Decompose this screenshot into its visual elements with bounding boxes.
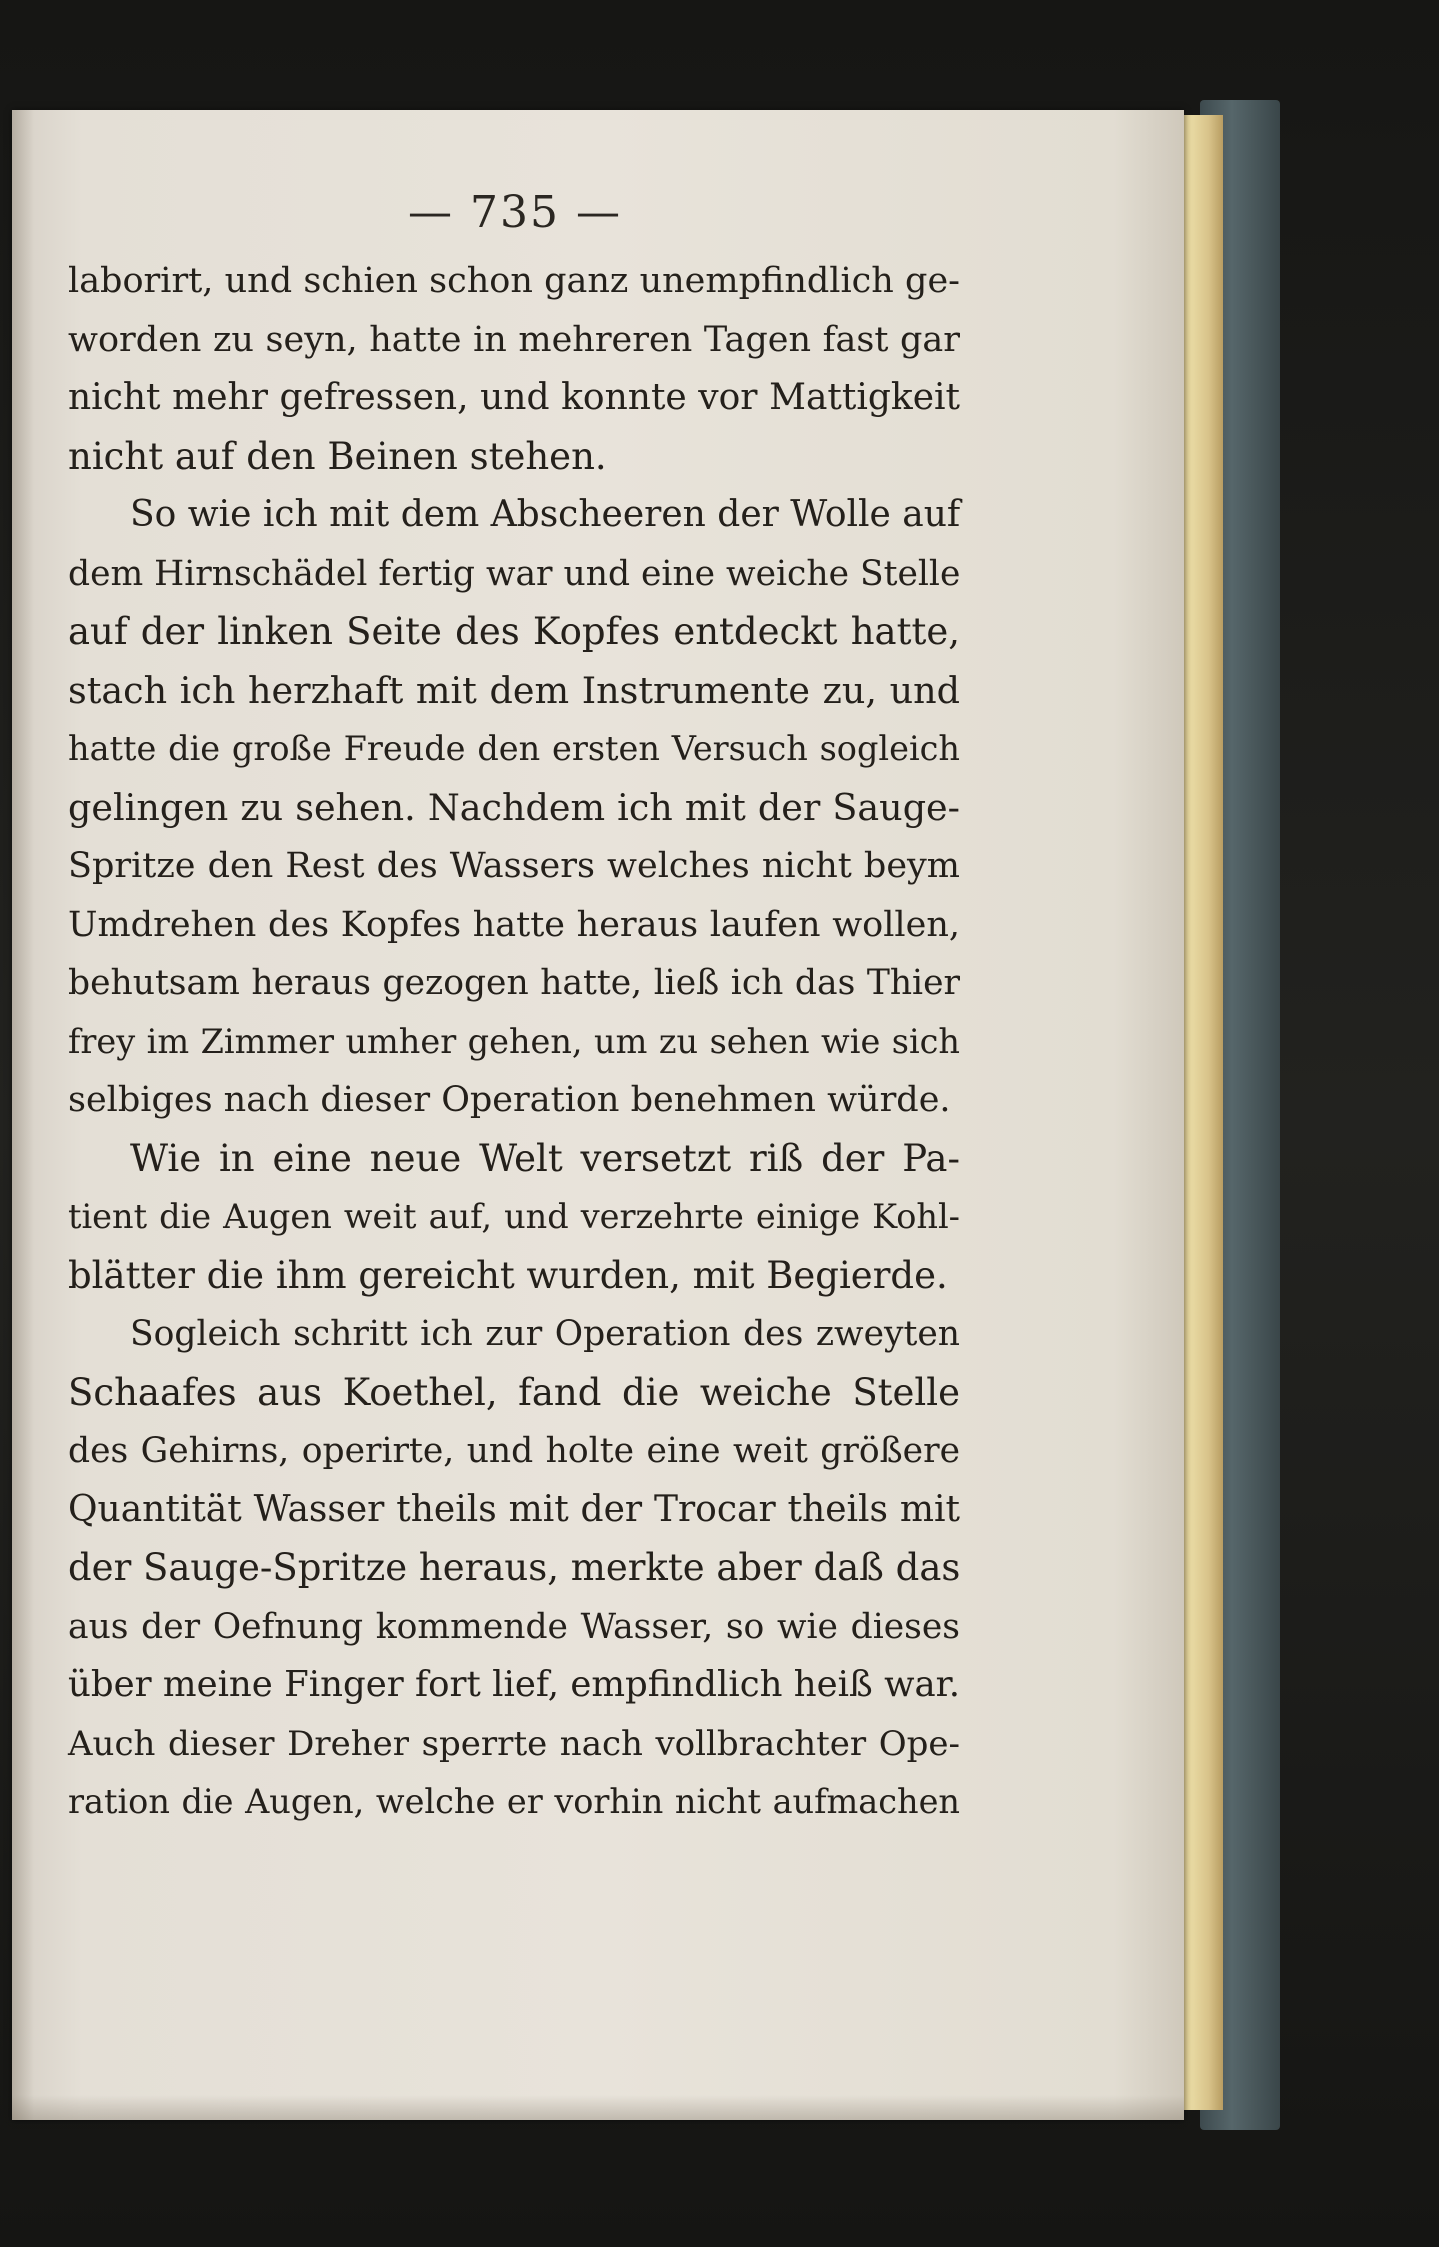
text-line: hatte die große Freude den ersten Versuch sogleich [68,729,960,768]
text-line: dem Hirnschädel fertig war und eine weiche Stelle [68,553,961,594]
text-line: Spritze den Rest des Wassers welches nicht beym [68,846,960,886]
body-text [68,252,960,1832]
text-line: So wie ich mit dem Abscheeren der Wolle auf [130,494,961,535]
text-line: Quantität Wasser theils mit der Trocar theils mit [68,1488,960,1530]
text-line: Sogleich schritt ich zur Operation des zweyten [130,1314,960,1354]
text-line: nicht auf den Beinen stehen. [68,434,607,478]
text-line: frey im Zimmer umher gehen, um zu sehen wie sich [68,1021,960,1061]
text-line: Umdrehen des Kopfes hatte heraus laufen wollen, [68,904,960,945]
text-line: laborirt, und schien schon ganz unempfindlich ge- [68,261,960,301]
text-line: auf der linken Seite des Kopfes entdeckt hatte, [68,610,960,653]
text-line: über meine Finger fort lief, empfindlich heiß war. [68,1664,960,1705]
text-line: Auch dieser Dreher sperrte nach vollbrachter Ope- [68,1723,960,1764]
page-bottom-shadow [12,2095,1184,2120]
text-line: Schaafes aus Koethel, fand die weiche Stelle [68,1370,960,1414]
text-line: nicht mehr gefressen, und konnte vor Mattigkeit [68,377,960,418]
text-line: gelingen zu sehen. Nachdem ich mit der Sauge- [68,785,960,829]
text-line: behutsam heraus gezogen hatte, ließ ich das Thier [68,963,960,1003]
text-line: stach ich herzhaft mit dem Instrumente zu, und [68,668,960,712]
text-line: des Gehirns, operirte, und holte eine weit größere [68,1431,960,1471]
text-line: worden zu seyn, hatte in mehreren Tagen fast gar [68,319,960,360]
page-number: — 735 — [408,187,622,238]
text-line: blätter die ihm gereicht wurden, mit Begierde. [68,1253,948,1297]
text-line: aus der Oefnung kommende Wasser, so wie dieses [68,1606,960,1647]
page-gutter-shadow [12,110,34,2120]
text-line: selbiges nach dieser Operation benehmen würde. [68,1080,951,1120]
text-line: tient die Augen weit auf, und verzehrte einige Kohl- [68,1197,960,1236]
text-line: ration die Augen, welche er vorhin nicht aufmachen [68,1782,960,1821]
text-line: Wie in eine neue Welt versetzt riß der Pa- [130,1136,960,1180]
text-line: der Sauge-Spritze heraus, merkte aber daß das [68,1546,961,1589]
